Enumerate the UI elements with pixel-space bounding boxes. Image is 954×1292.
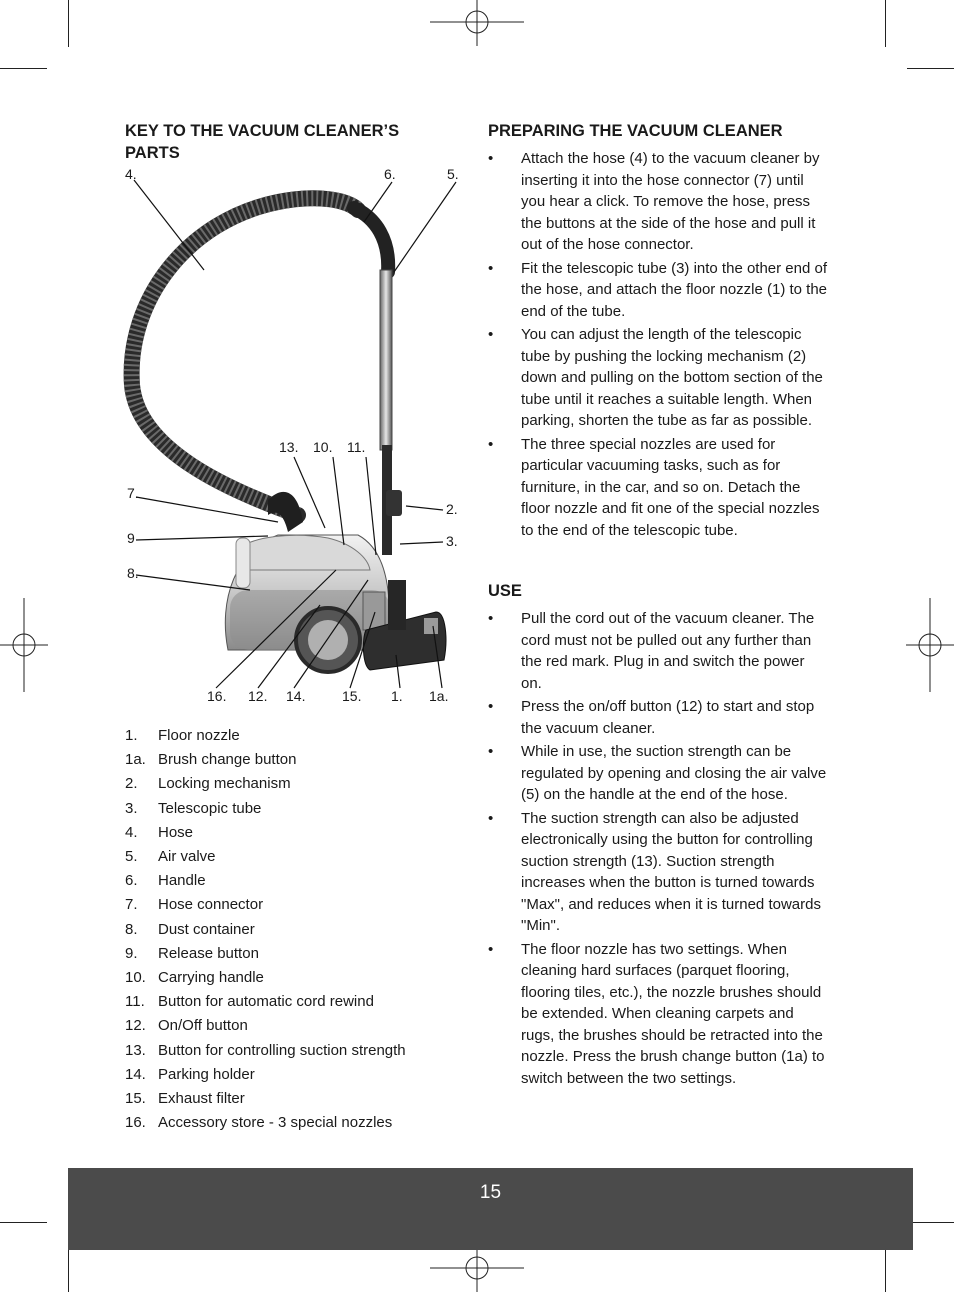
callout-13: 13. [279, 439, 299, 455]
bullet-text: Attach the hose (4) to the vacuum cleaner by inserting it into the hose connector (7) until you hear a click. To remove the hose, press the buttons at the side of the hose and pull it out of the hose connector. [521, 150, 820, 253]
part-number: 10. [125, 969, 146, 987]
part-number: 13. [125, 1041, 146, 1059]
bullet-text: Fit the telescopic tube (3) into the other end of the hose, and attach the floor nozzle (1) to the end of the tube. [521, 259, 828, 320]
part-number: 14. [125, 1065, 146, 1083]
list-item [125, 893, 465, 917]
bullet-text: You can adjust the length of the telescopic tube by pushing the locking mechanism (2) down and pulling on the bottom section of the tube until it reaches a suitable length. When parking, shorten the tube as far as possible. [521, 326, 823, 429]
callout-1a: 1a. [429, 688, 449, 704]
crop-mark [907, 68, 954, 69]
part-name: Dust container [158, 920, 255, 938]
list-item [125, 990, 465, 1014]
part-number: 4. [125, 823, 138, 841]
list-item [125, 845, 465, 869]
list-item [488, 808, 828, 937]
telescopic-tube-illustration [380, 270, 392, 450]
callout-8: 8. [127, 565, 139, 581]
callout-9: 9 [127, 530, 135, 546]
crop-mark [0, 68, 47, 69]
part-number: 16. [125, 1114, 146, 1132]
list-item [125, 1063, 465, 1087]
part-name: Button for controlling suction strength [158, 1041, 406, 1059]
list-item [125, 1014, 465, 1038]
crop-mark [885, 0, 886, 47]
list-item [125, 748, 465, 772]
use-heading: USE [488, 582, 522, 600]
preparing-heading: PREPARING THE VACUUM CLEANER [488, 122, 783, 140]
callout-12: 12. [248, 688, 268, 704]
list-item [488, 696, 828, 739]
callout-5: 5. [447, 166, 459, 182]
bullet-text: The three special nozzles are used for particular vacuuming tasks, such as for furniture, in the car, and so on. Detach the floor nozzle and fit one of the special nozzles to the end of the telescopic tube. [521, 435, 820, 539]
part-name: Carrying handle [158, 969, 264, 987]
callout-2: 2. [446, 501, 458, 517]
callout-10: 10. [313, 439, 333, 455]
list-item [125, 942, 465, 966]
part-name: On/Off button [158, 1017, 248, 1035]
part-number: 12. [125, 1017, 146, 1035]
callout-4: 4. [125, 166, 137, 182]
part-number: 11. [125, 993, 145, 1011]
preparing-list [488, 148, 828, 543]
callout-14: 14. [286, 688, 306, 704]
part-number: 8. [125, 920, 138, 938]
parts-list [125, 724, 465, 1135]
list-item [488, 939, 828, 1090]
bullet-text: Pull the cord out of the vacuum cleaner. The cord must not be pulled out any further than the red mark. Plug in and switch the power on. [521, 610, 815, 692]
hose-illustration [132, 198, 358, 515]
list-item [488, 148, 828, 256]
part-name: Hose [158, 823, 194, 841]
list-item [125, 797, 465, 821]
list-item [125, 1039, 465, 1063]
bullet-icon: • [488, 698, 494, 715]
registration-mark-icon [430, 0, 524, 46]
bullet-icon: • [488, 150, 494, 167]
list-item [488, 608, 828, 694]
bullet-icon: • [488, 326, 494, 343]
callout-1: 1. [391, 688, 403, 704]
part-name: Button for automatic cord rewind [158, 993, 374, 1011]
list-item [488, 258, 828, 323]
part-number: 15. [125, 1090, 146, 1108]
bullet-icon: • [488, 743, 494, 760]
bullet-text: While in use, the suction strength can be regulated by opening and closing the air valve (5) on the handle at the end of the hose. [521, 743, 827, 803]
bullet-icon: • [488, 435, 494, 453]
list-item [488, 434, 828, 542]
footer-bar [68, 1168, 913, 1250]
part-number: 6. [125, 872, 138, 890]
list-item [125, 724, 465, 748]
bullet-text: Press the on/off button (12) to start and stop the vacuum cleaner. [521, 698, 815, 737]
parts-key-heading: KEY TO THE VACUUM CLEANER’S PARTS [125, 122, 400, 162]
crop-mark [885, 1245, 886, 1292]
part-number: 5. [125, 848, 138, 866]
part-name: Hose connector [158, 896, 264, 914]
part-name: Release button [158, 944, 259, 962]
registration-mark-icon [430, 1246, 524, 1292]
vacuum-cleaner-diagram [118, 160, 468, 715]
crop-mark [0, 1222, 47, 1223]
list-item [125, 869, 465, 893]
part-name: Handle [158, 872, 206, 890]
registration-mark-icon [906, 598, 954, 692]
bullet-text: The suction strength can also be adjusted electronically using the button for controlling suction strength (13). Suction strength increases when the button is turned towards "Max", and reduces when it is turned towards "Min". [521, 809, 821, 934]
crop-mark [68, 1245, 69, 1292]
part-name: Accessory store - 3 special nozzles [158, 1114, 393, 1132]
page-number: 15 [479, 1182, 502, 1203]
part-number: 9. [125, 944, 138, 962]
part-number: 1. [125, 727, 138, 744]
list-item [125, 1111, 465, 1135]
callout-15: 15. [342, 688, 362, 704]
callout-6: 6. [384, 166, 396, 182]
callout-3: 3. [446, 533, 458, 549]
bullet-text: The floor nozzle has two settings. When cleaning hard surfaces (parquet flooring, flooring tiles, etc.), the nozzle brushes should be extended. When cleaning carpets and rugs, the brushes should be retracted into the nozzle. Press the brush change button (1a) to switch between the two settings. [521, 940, 825, 1087]
part-name: Brush change button [158, 751, 297, 769]
part-number: 3. [125, 799, 138, 817]
callout-11: 11. [347, 439, 366, 455]
registration-mark-icon [0, 598, 48, 692]
part-number: 1a. [125, 751, 146, 769]
list-item [125, 772, 465, 796]
bullet-icon: • [488, 610, 494, 627]
part-name: Air valve [158, 848, 216, 866]
part-number: 2. [125, 775, 138, 793]
part-name: Parking holder [158, 1065, 255, 1083]
part-name: Floor nozzle [158, 727, 240, 744]
list-item [125, 918, 465, 942]
part-name: Exhaust filter [158, 1090, 245, 1108]
part-number: 7. [125, 896, 138, 914]
bullet-icon: • [488, 809, 494, 827]
list-item [488, 324, 828, 432]
bullet-icon: • [488, 259, 494, 277]
part-name: Telescopic tube [158, 799, 262, 817]
part-name: Locking mechanism [158, 775, 291, 793]
list-item [125, 1087, 465, 1111]
list-item [125, 821, 465, 845]
list-item [488, 741, 828, 806]
bullet-icon: • [488, 940, 494, 958]
crop-mark [907, 1222, 954, 1223]
crop-mark [68, 0, 69, 47]
handle-illustration [354, 208, 388, 272]
callout-16: 16. [207, 688, 227, 704]
list-item [125, 966, 465, 990]
use-list [488, 608, 828, 1091]
callout-7: 7. [127, 485, 139, 501]
